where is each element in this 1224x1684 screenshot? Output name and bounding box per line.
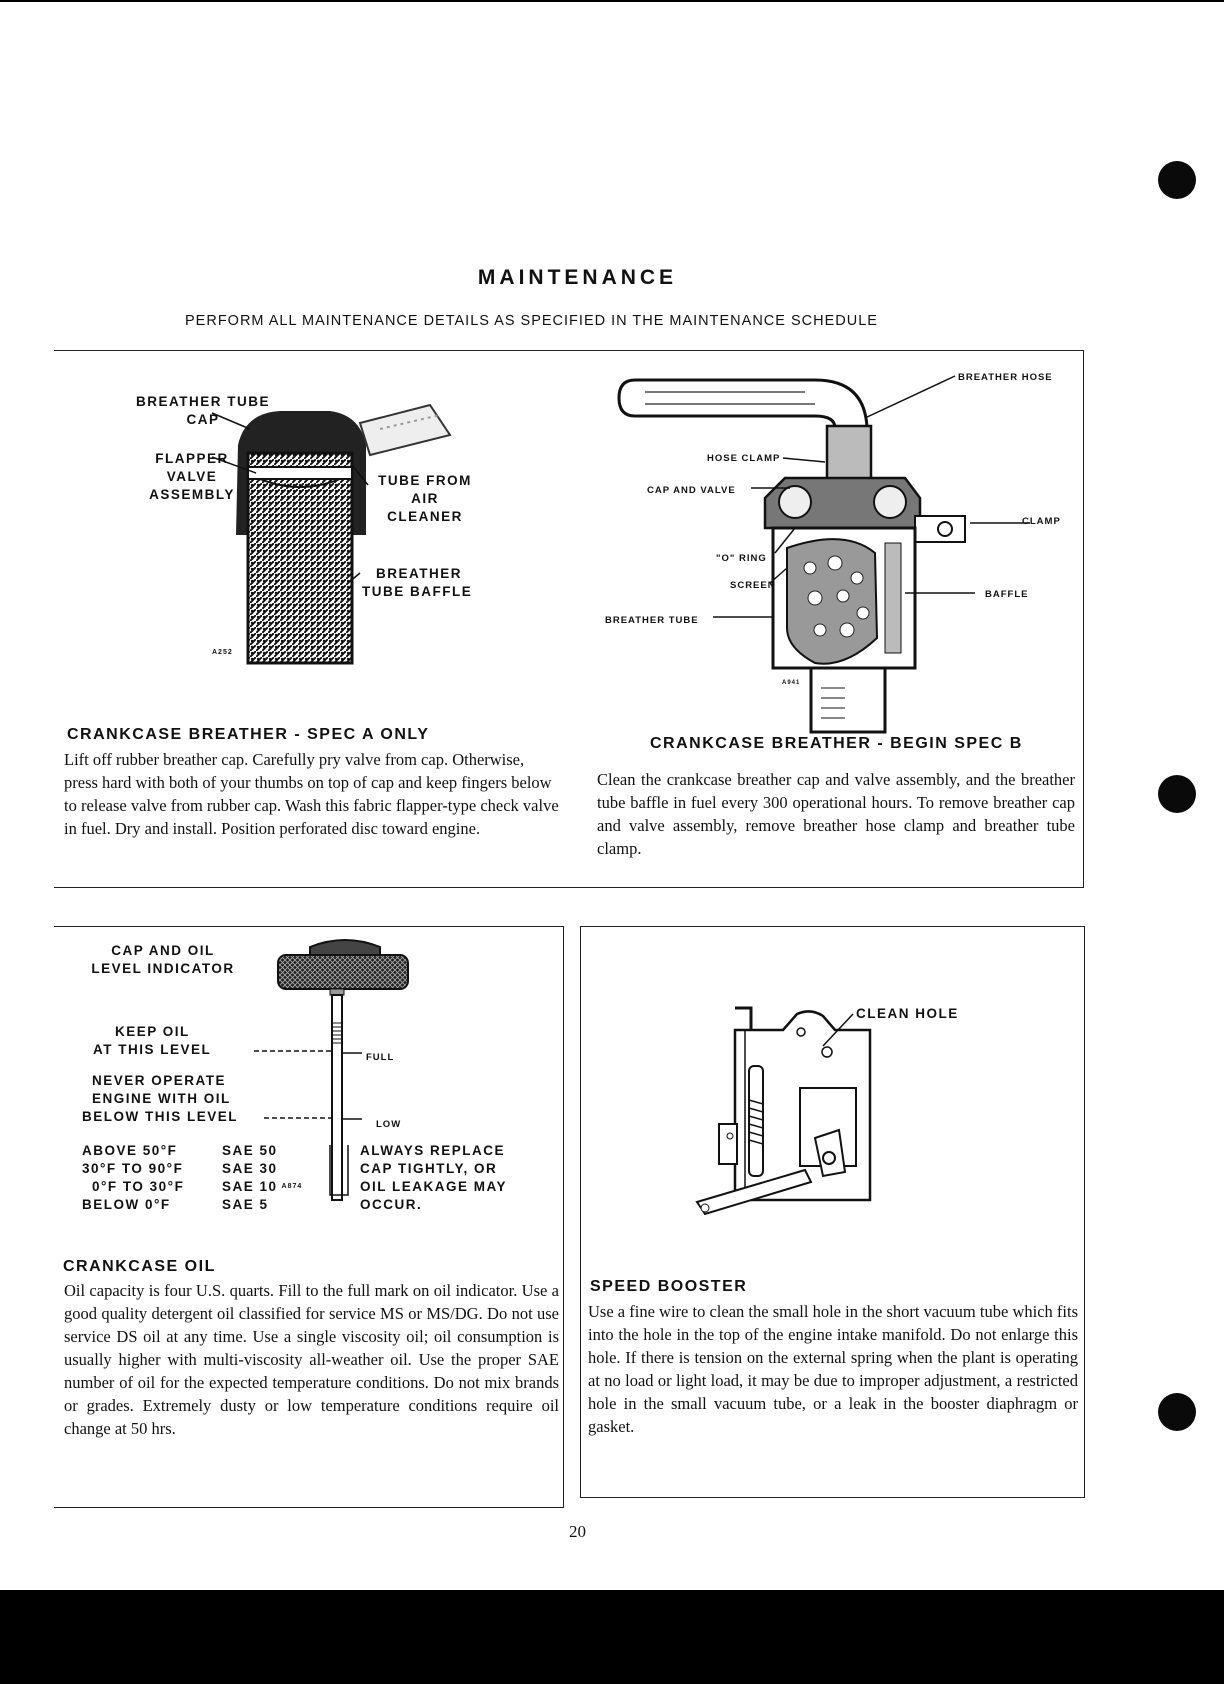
label-hose-clamp: HOSE CLAMP <box>707 453 781 464</box>
label-low: LOW <box>376 1119 402 1130</box>
label-breather-tube-baffle: BREATHER TUBE BAFFLE <box>362 566 473 599</box>
figure-code-oil: A874 <box>281 1183 303 1190</box>
label-o-ring: "O" RING <box>716 553 767 564</box>
top-border <box>0 0 1224 2</box>
label-keep-oil-level: KEEP OIL AT THIS LEVEL <box>93 1024 212 1057</box>
page-subtitle: PERFORM ALL MAINTENANCE DETAILS AS SPECIFIED IN THE MAINTENANCE SCHEDULE <box>185 313 878 329</box>
label-full: FULL <box>366 1052 395 1063</box>
booster-body: Use a fine wire to clean the small hole in the short vacuum tube which fits into the hole in the top of the engine intake manifold. Do not enlarge this hole. If there is tension on the external spring when the plant is operating at no load or light load, it may be due to improper adjustment, a restricted hole in the small vacuum tube, or a leak in the booster diaphragm or gasket. <box>588 1302 1078 1436</box>
oil-temperature-table <box>82 1142 302 1214</box>
oil-body: Oil capacity is four U.S. quarts. Fill to the full mark on oil indicator. Use a good quality detergent oil classified for service MS or MS/DG. Do not use service DS oil at any time. Use a single viscosity oil; oil consumption is usually higher with multi-viscosity all-weather oil. Use the proper SAE number of oil for the expected temperature conditions. Do not mix brands or grades. Extremely dusty or low temperature conditions require oil change at 50 hrs. <box>64 1281 559 1438</box>
punch-hole-top <box>1158 161 1196 199</box>
booster-heading: SPEED BOOSTER <box>590 1278 748 1295</box>
breather-b-illustration <box>615 368 945 733</box>
breather-a-illustration <box>220 405 480 665</box>
label-clean-hole: CLEAN HOLE <box>856 1006 959 1021</box>
label-tube-from-air-cleaner: TUBE FROM AIR CLEANER <box>378 473 472 524</box>
temp-row: BELOW 0°F SAE 5 <box>82 1197 269 1212</box>
breather-a-heading: CRANKCASE BREATHER - SPEC A ONLY <box>67 726 430 743</box>
breather-b-body: Clean the crankcase breather cap and valve assembly, and the breather tube baffle in fuel every 300 operational hours. To remove breather cap and valve assembly, remove breather hose clamp and breather tube clamp. <box>597 770 1075 858</box>
breather-a-body: Lift off rubber breather cap. Carefully pry valve from cap. Otherwise, press hard with both of your thumbs on top of cap and keep fingers below to release valve from rubber cap. Wash this fabric flapper-type check valve in fuel. Dry and install. Position perforated disc toward engine. <box>64 750 559 838</box>
temp-row: ABOVE 50°F SAE 50 <box>82 1143 278 1158</box>
label-flapper-valve: FLAPPER VALVE ASSEMBLY <box>149 451 235 502</box>
label-cap-and-valve: CAP AND VALVE <box>647 485 736 496</box>
page-title: MAINTENANCE <box>477 266 678 289</box>
label-baffle: BAFFLE <box>985 589 1029 600</box>
temp-row: 30°F TO 90°F SAE 30 <box>82 1161 278 1176</box>
label-always-replace-cap: ALWAYS REPLACE CAP TIGHTLY, OR OIL LEAKAGE MAY OCCUR. <box>360 1143 508 1212</box>
oil-heading: CRANKCASE OIL <box>63 1258 216 1275</box>
figure-code-b: A941 <box>782 680 801 686</box>
label-breather-hose: BREATHER HOSE <box>958 372 1053 383</box>
label-never-operate: NEVER OPERATE ENGINE WITH OIL BELOW THIS LEVEL <box>82 1073 239 1124</box>
label-breather-tube: BREATHER TUBE <box>605 615 699 626</box>
punch-hole-bottom <box>1158 1393 1196 1431</box>
scan-bottom-band <box>0 1590 1224 1684</box>
breather-b-heading: CRANKCASE BREATHER - BEGIN SPEC B <box>650 735 1023 752</box>
figure-code-a: A252 <box>212 649 233 656</box>
page-number: 20 <box>569 1522 586 1541</box>
label-clamp: CLAMP <box>1022 516 1061 527</box>
label-breather-tube-cap: BREATHER TUBE CAP <box>136 394 270 427</box>
punch-hole-middle <box>1158 775 1196 813</box>
temp-row: 0°F TO 30°F SAE 10 A874 <box>92 1179 303 1194</box>
label-screen: SCREEN <box>730 580 776 591</box>
speed-booster-illustration <box>705 1000 885 1210</box>
label-cap-oil-level-indicator: CAP AND OIL LEVEL INDICATOR <box>91 943 235 976</box>
